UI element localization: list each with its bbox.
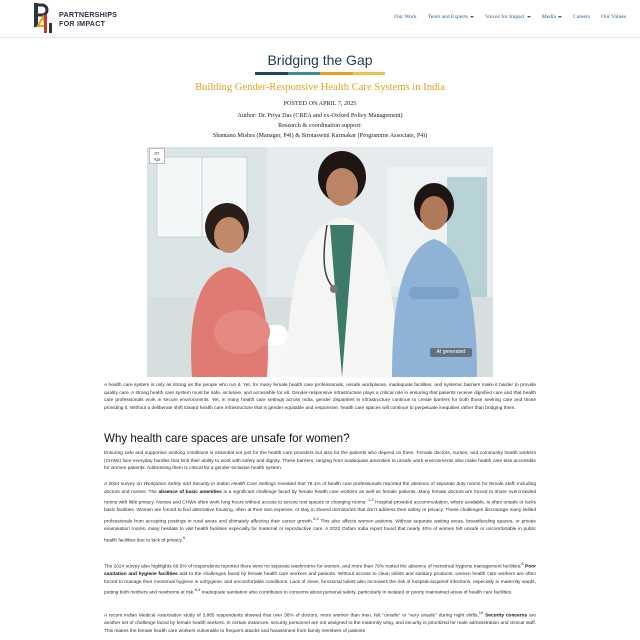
nav-label: Media — [541, 14, 556, 20]
text-run: A 2024 survey on — [104, 482, 144, 487]
paragraph-3 — [104, 560, 536, 598]
main-nav — [383, 14, 626, 20]
hospital-scene-illustration — [147, 147, 493, 377]
ai-generated-tag: AI generated — [430, 348, 472, 357]
text-run: add to the challenges faced by female health care workers and patients. Without access to clean toilets and sanitary products, women health care workers are often forced to manage their menstrual hygiene in unhygienic and uncomfortable conditions. Lack of clean, functional toilets also increases the risk of hospital-acquired infections, especially in maternity wards, putting both mothers and newborns at risk. — [104, 572, 537, 596]
site-header — [0, 0, 640, 38]
logo-line-1: PARTNERSHIPS — [59, 10, 118, 19]
bar-segment — [353, 72, 386, 75]
nav-label: Team and Experts — [427, 14, 469, 20]
footnote-ref[interactable]: 10 — [478, 610, 484, 615]
nav-label: Careers — [572, 14, 591, 20]
survey-title: Workplace Safety and Security in Indian Health Care Settings — [143, 482, 276, 487]
nav-label: Our Work — [394, 14, 417, 20]
footnote-ref[interactable]: 5 — [182, 534, 186, 540]
text-run: Hospital-provided accommodation, where available, is often unsafe or lacks basic facilities. Women are forced to find alternative housing, often at their own expense, or stay in shared dormitories that don't address their safety or privacy. These challenges discourage many skilled professionals from accepting postings in rural areas and ultimately affecting their career growth. — [104, 500, 536, 525]
text-run: is a significant challenge faced by female health care workers as well as female patients. Many female doctors are forced to share overcrowded rooms with little privacy. Nurses and CHWs often work long hours without access to secure rest spaces or changing rooms. — [104, 489, 537, 506]
caret-down-icon — [558, 16, 562, 18]
nav-our-work[interactable] — [394, 14, 416, 20]
footnote-ref[interactable]: 1,2 — [368, 497, 374, 503]
bar-segment — [288, 72, 321, 75]
hero-image — [147, 147, 493, 377]
text-run: A recent Indian Medical Association study of 3,885 respondents showed that over 36% of doctors, more women than men, felt "unsafe" or "very unsafe" during night shifts. — [104, 613, 479, 619]
footnote-ref[interactable]: 8,9 — [194, 587, 201, 593]
research-label: Research & coordination support: — [278, 122, 362, 129]
nav-voices-for-impact[interactable] — [485, 14, 531, 20]
logo-wordmark — [59, 10, 117, 28]
page-title: Bridging the Gap — [267, 52, 373, 68]
bar-segment — [255, 72, 288, 75]
nav-label: Our Values — [601, 14, 626, 20]
nav-team-and-experts[interactable] — [428, 14, 474, 20]
nav-careers[interactable] — [573, 14, 590, 20]
paragraph-4 — [104, 609, 536, 635]
text-run: This also affects women patients. Without separate waiting areas, breastfeeding spaces, or private examination rooms, many hesitate to visit health facilities especially for maternal or reproductive care. A 2022 Oxfam India report found that nearly 40% of women felt unsafe or uncomfortable in public health facilities due to lack of privacy. — [104, 519, 536, 544]
text-run: The 2024 survey also highlights 69.5% of respondents reported there were no separate washrooms for women, and more than 79% rested the absence of menstrual hygiene management facilities. — [104, 564, 522, 570]
caret-down-icon — [527, 16, 531, 18]
posted-date: POSTED ON APRIL 7, 2025 — [283, 100, 357, 107]
nav-media[interactable] — [542, 14, 562, 20]
footnote-ref[interactable]: 6 — [521, 561, 524, 566]
paragraph-2 — [104, 481, 536, 545]
intro-paragraph: A health care system is only as strong as the people who run it. Yet, for many female health care professionals, unsafe workplaces, inadequate facilities, and systemic barriers make it harder to provide quality care. A strong health care system must be safe, inclusive, and accessible for all. Gender-responsive infrastructure plays a critical role in ensuring that patients receive dignified care and that health care professionals work in secure environments. Yet, in many health care settings across India, gender disparities in infrastructure continue to create barriers for both those seeking care and those providing it. Without a deliberate shift toward health care infrastructure that is gender equitable and responsive, health care spaces will continue to perpetuate inequities rather than bridging them. — [104, 383, 536, 411]
research-names: Shantanu Mishra (Manager, P4i) & Sirotaswini Karmakar (Programme Associate, P4i) — [212, 132, 428, 139]
article-subtitle: Building Gender-Responsive Health Care Systems in India — [195, 82, 445, 93]
logo-line-2: FOR IMPACT — [59, 19, 106, 28]
p4i-logo[interactable] — [34, 3, 56, 35]
text-run: are another set of challenge faced by female health workers. In certain instances, security personnel are not assigned to the maternity wing, and security is prioritized for male administration and clinical staff. This makes the female health care workers vulnerable to frequent attacks and harassment from family members of patients — [104, 613, 536, 634]
title-underline — [255, 72, 385, 75]
paragraph-1: Ensuring safe and supportive working conditions is essential not just for the health care providers but also for the patients who depend on them. Female doctors, nurses, and community health workers (CHWs) face everyday hurdles that limit their ability to work with safety and dignity. These barriers, ranging from inadequate amenities to unsafe work environments also make health care less accessible for women patients. Addressing them is critical for a gender-inclusive health system. — [104, 451, 536, 472]
date-month: Apr — [153, 156, 161, 162]
emphasis-text: absence of basic amenities — [158, 489, 222, 495]
footnote-ref[interactable]: 3,4 — [313, 515, 319, 521]
text-run: Inadequate sanitation also contributes to concerns about personal safety, particularly in isolated or poorly maintained areas of health care facilities. — [200, 590, 513, 596]
nav-our-values[interactable] — [601, 14, 626, 20]
nav-label: Voices for Impact — [485, 14, 525, 20]
section-heading: Why health care spaces are unsafe for women? — [104, 432, 350, 445]
caret-down-icon — [470, 16, 474, 18]
emphasis-text: Security concerns — [485, 613, 528, 619]
emphasis-text: Poor sanitation and hygiene facilities — [104, 564, 536, 578]
author-line: Author: Dr. Priya Das (CREA and ex-Oxford Policy Management) — [237, 112, 403, 119]
bar-segment — [320, 72, 353, 75]
post-date-badge — [149, 148, 165, 164]
text-run: revealed that 78.1% of health care professionals reported the absence of separate duty rooms for female staff, including doctors and nurses. The — [104, 482, 536, 495]
date-day: 07 — [154, 151, 160, 156]
